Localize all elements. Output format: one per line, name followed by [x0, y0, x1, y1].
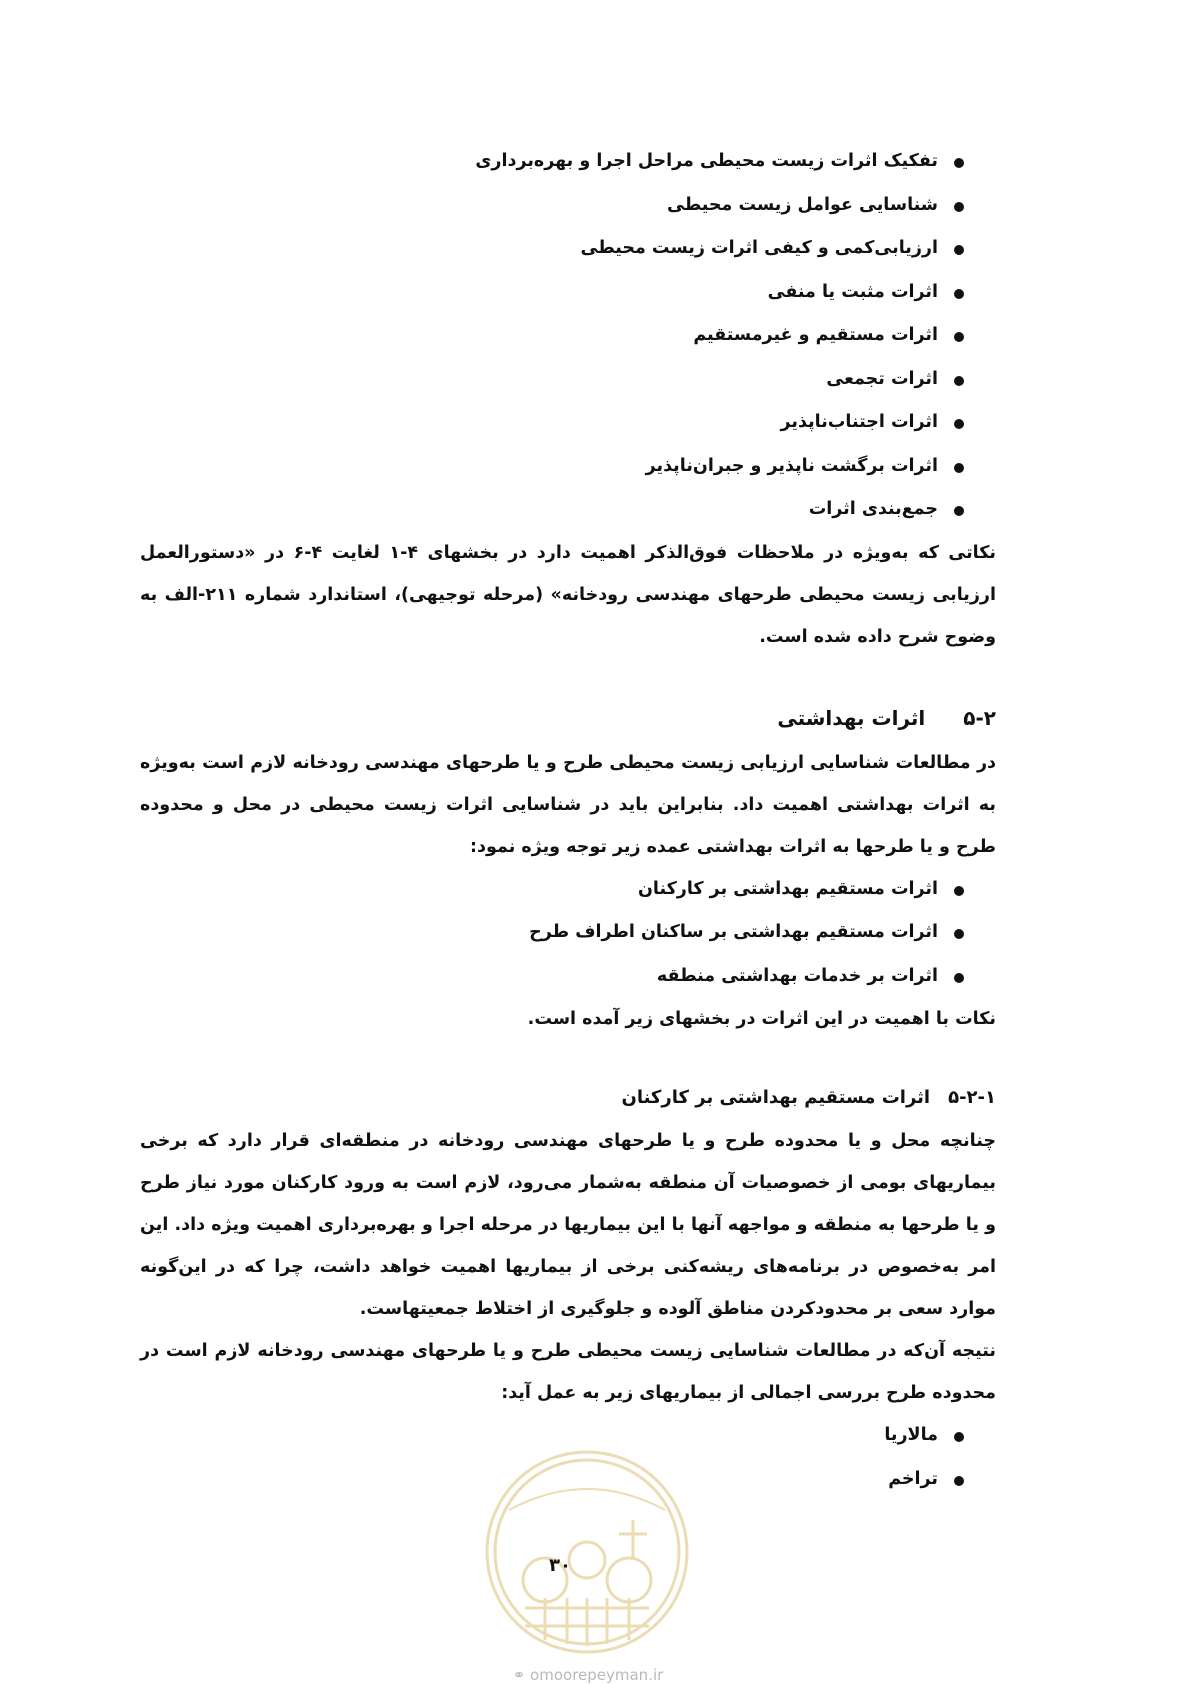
subsection-number: ۵-۲-۱: [948, 1087, 996, 1108]
section-number: ۵-۲: [963, 705, 996, 730]
list-item: اثرات مستقیم بهداشتی بر ساکنان اطراف طرح: [140, 911, 966, 955]
list-item: جمع‌بندی اثرات: [140, 488, 966, 532]
subsection-paragraph-1: چنانچه محل و یا محدوده طرح و یا طرحهای مهندسی رودخانه در منطقه‌ای قرار دارد که برخی بیماریهای بومی از خصوصیات آن منطقه به‌شمار می‌رود، لازم است به ورود کارکنان مورد نیاز طرح و یا طرحها به منطقه و مواجهه آنها با این بیماریها در مرحله اجرا و بهره‌برداری اهمیت ویژه داد. این امر به‌خصوص در برنامه‌های ریشه‌کنی برخی از بیماریها اهمیت خواهد داشت، چرا که در این‌گونه موارد سعی بر محدودکردن مناطق آلوده و جلوگیری از اختلاط جمعیتهاست.: [140, 1131, 996, 1319]
watermark-site-text: omoorepeyman.ir: [530, 1666, 664, 1684]
section-paragraph: در مطالعات شناسایی ارزیابی زیست محیطی طرح و یا طرحهای مهندسی رودخانه لازم است به‌ویژه به اثرات بهداشتی اهمیت داد. بنابراین باید در شناسایی اثرات زیست محیطی در محل و محدوده طرح و یا طرحها به اثرات بهداشتی عمده زیر توجه ویژه نمود:: [140, 752, 996, 857]
list-item: ارزیابی‌کمی و کیفی اثرات زیست محیطی: [140, 227, 966, 271]
list-item: اثرات مستقیم بهداشتی بر کارکنان: [140, 868, 966, 912]
list-item: اثرات اجتناب‌ناپذیر: [140, 401, 966, 445]
watermark-site: [488, 1666, 688, 1684]
globe-icon: ⚭: [512, 1666, 531, 1684]
list-item: اثرات مثبت یا منفی: [140, 271, 966, 315]
section-heading: [140, 696, 996, 740]
list-item: شناسایی عوامل زیست محیطی: [140, 184, 966, 228]
section-closing: نکات با اهمیت در این اثرات در بخشهای زیر آمده است.: [527, 1009, 996, 1029]
subsection-title: اثرات مستقیم بهداشتی بر کارکنان: [621, 1087, 931, 1108]
list-item: مالاریا: [140, 1414, 966, 1458]
health-bullet-list: [140, 868, 996, 999]
list-item: تراخم: [140, 1458, 966, 1502]
subsection-paragraph-2: نتیجه آن‌که در مطالعات شناسایی زیست محیطی طرح و یا طرحهای مهندسی رودخانه لازم است در محدوده طرح بررسی اجمالی از بیماریهای زیر به عمل آید:: [140, 1341, 996, 1403]
page-body: [140, 140, 996, 1501]
intro-bullet-list: [140, 140, 996, 532]
subsection-heading: [140, 1076, 996, 1120]
list-item: اثرات برگشت ناپذیر و جبران‌ناپذیر: [140, 445, 966, 489]
list-item: اثرات تجمعی: [140, 358, 966, 402]
list-item: اثرات بر خدمات بهداشتی منطقه: [140, 955, 966, 999]
list-item: اثرات مستقیم و غیرمستقیم: [140, 314, 966, 358]
list-item: تفکیک اثرات زیست محیطی مراحل اجرا و بهره‌برداری: [140, 140, 966, 184]
page-number: ۳۰: [549, 1555, 571, 1576]
intro-paragraph: نکاتی که به‌ویژه در ملاحظات فوق‌الذکر اهمیت دارد در بخشهای ۴-۱ لغایت ۴-۶ در «دستورالعمل ارزیابی زیست محیطی طرحهای مهندسی رودخانه» (مرحله توجیهی)، استاندارد شماره ۲۱۱-الف به وضوح شرح داده شده است.: [140, 542, 997, 647]
section-title: اثرات بهداشتی: [777, 705, 926, 730]
watermark-seal-icon: [483, 1448, 691, 1656]
